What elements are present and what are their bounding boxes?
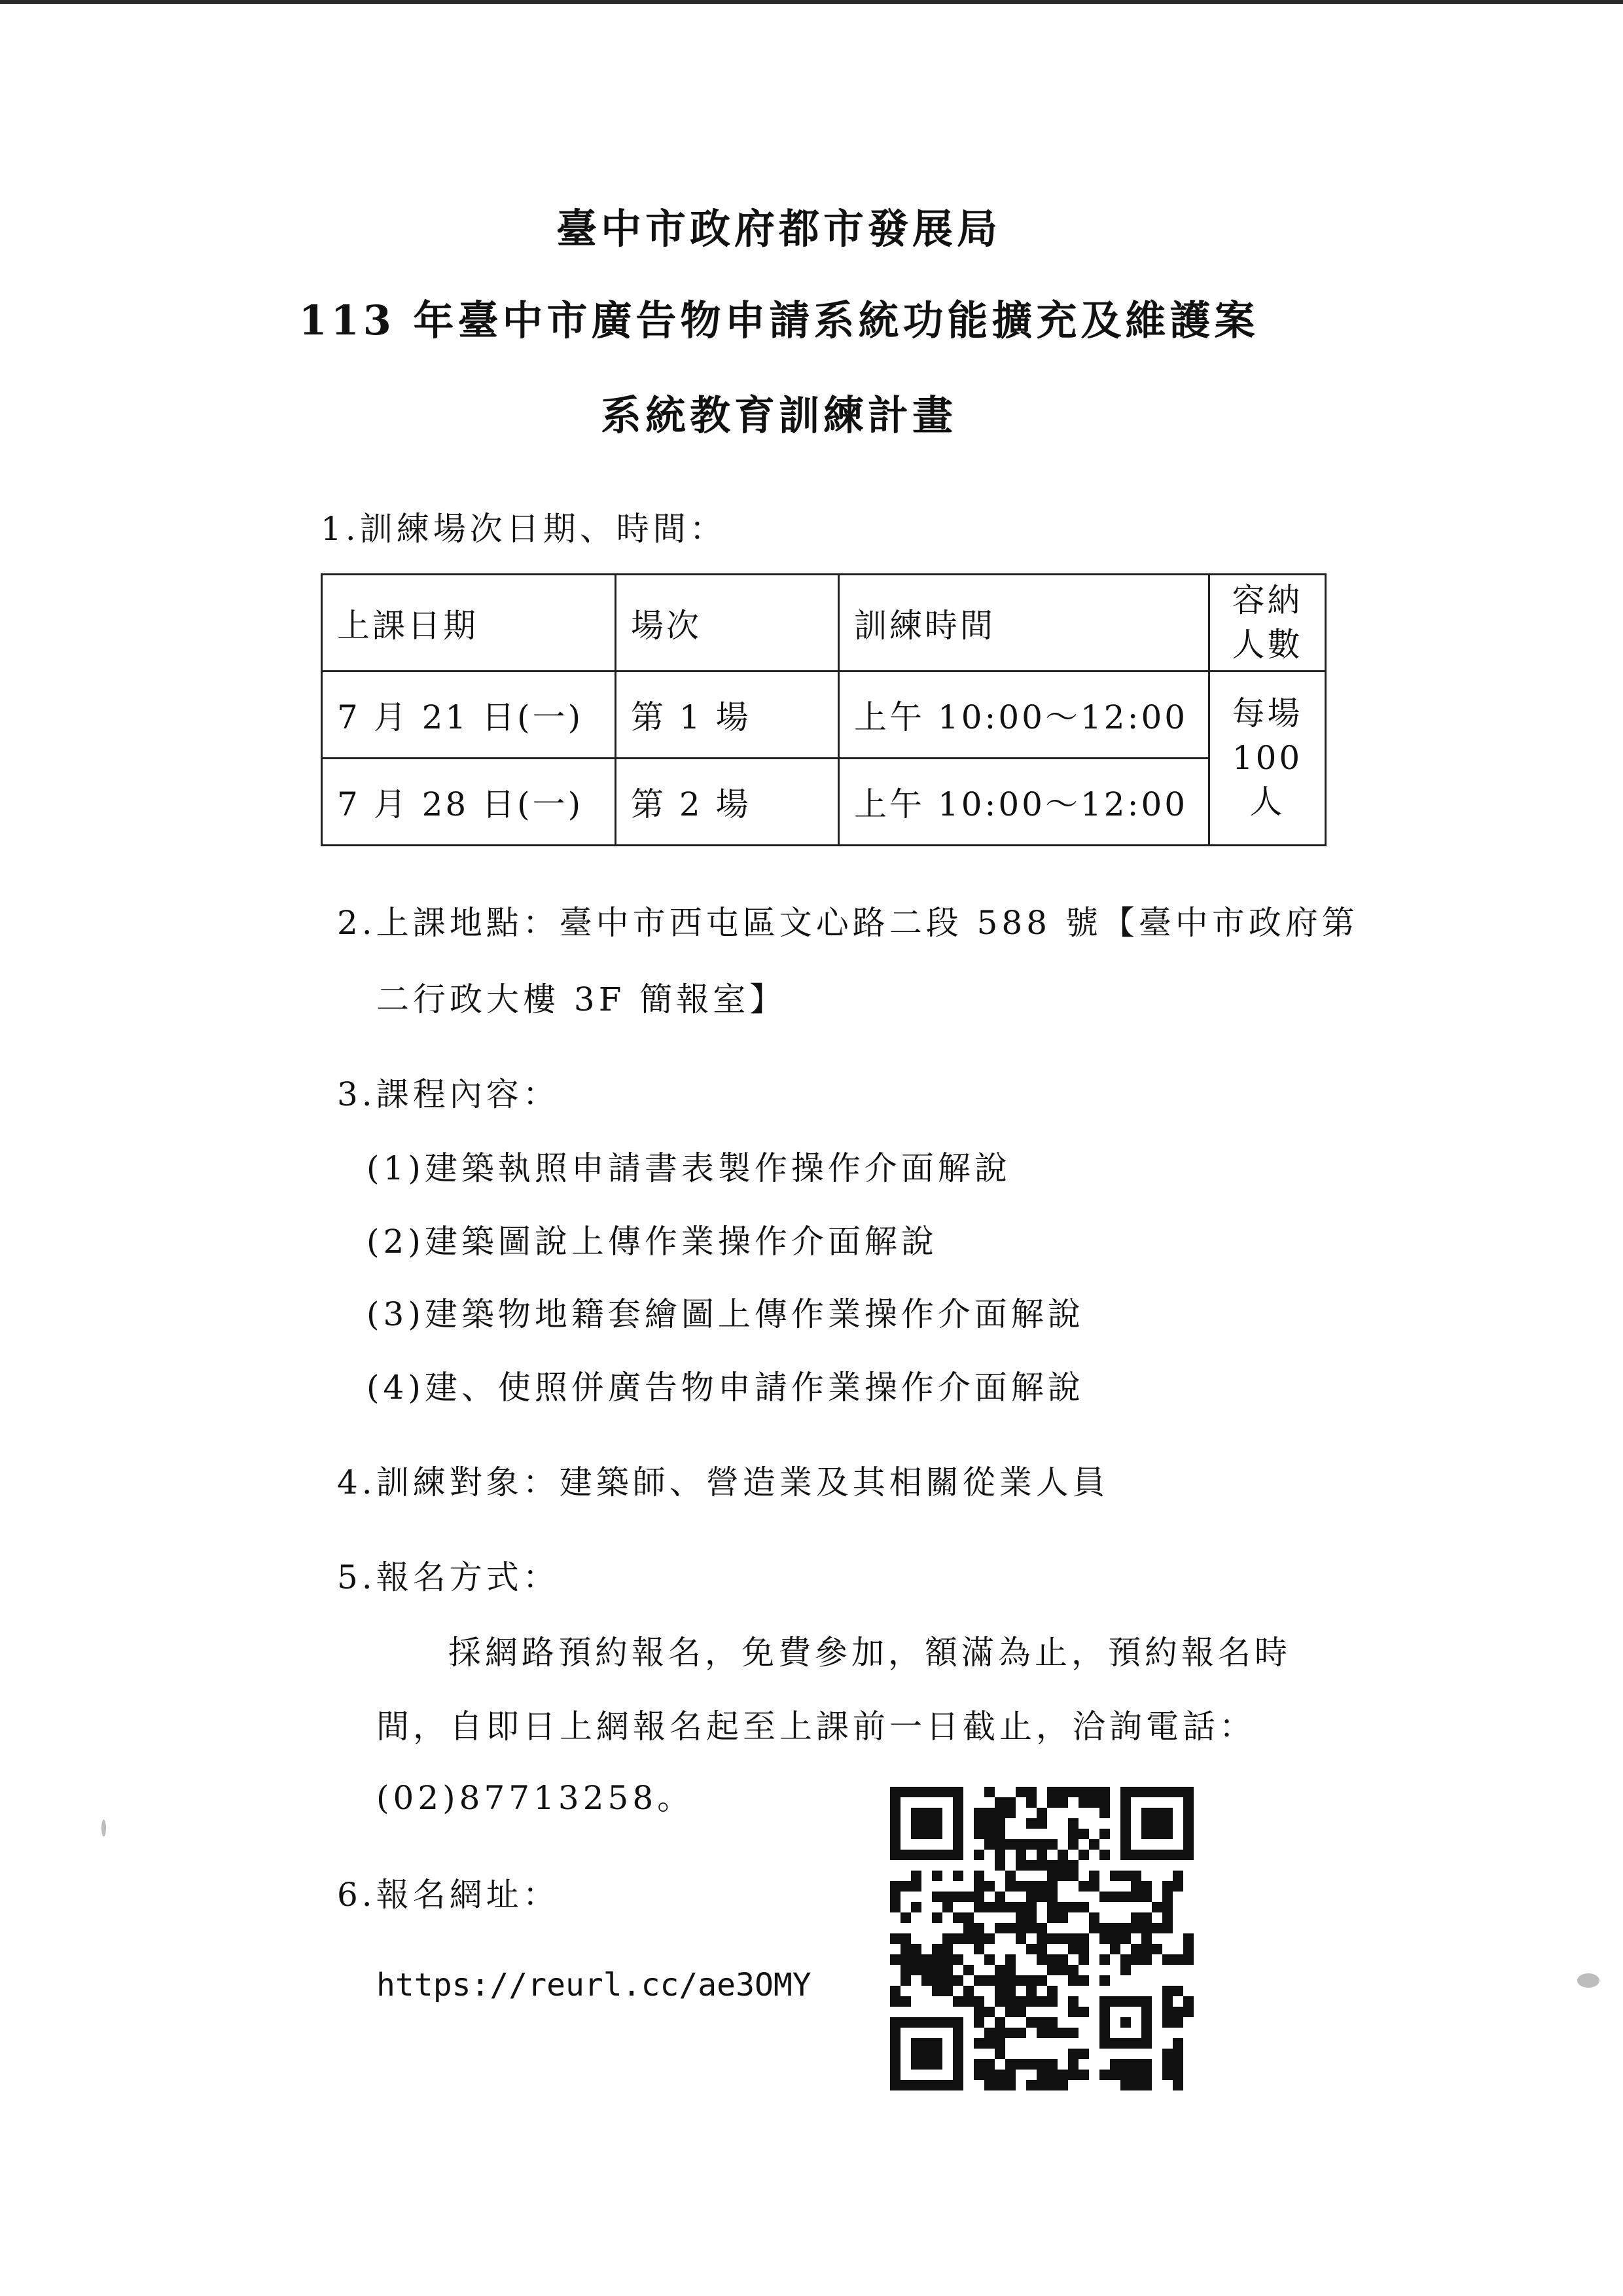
- doc-title-agency: 臺中市政府都市發展局: [556, 205, 1001, 253]
- cell-time: 上午 10:00～12:00: [839, 759, 1209, 846]
- table-header-row: [322, 575, 1326, 672]
- cell-session: 第 2 場: [616, 759, 839, 846]
- header-cell-capacity: [1209, 575, 1326, 672]
- course-item: (2)建築圖說上傳作業操作介面解說: [366, 1223, 938, 1261]
- contact-phone: (02)87713258。: [376, 1779, 694, 1817]
- cell-date: 7 月 21 日(一): [322, 672, 616, 759]
- capacity-line2: 100 人: [1232, 738, 1303, 821]
- location-line2: 二行政大樓 3F 簡報室】: [376, 980, 787, 1018]
- cell-date: 7 月 28 日(一): [322, 759, 616, 846]
- table-row: [322, 672, 1326, 759]
- registration-url[interactable]: https://reurl.cc/ae3OMY: [376, 1967, 812, 2003]
- section6-heading: 6.報名網址：: [337, 1876, 560, 1914]
- cell-session: 第 1 場: [616, 672, 839, 759]
- course-item: (3)建築物地籍套繪圖上傳作業操作介面解說: [366, 1295, 1084, 1333]
- scan-top-edge: [0, 0, 1623, 4]
- header-cell-session: 場次: [616, 575, 839, 672]
- capacity-line1: 每場: [1232, 694, 1303, 733]
- table-row: [322, 759, 1326, 846]
- cell-capacity: [1209, 672, 1326, 846]
- capacity-header-line2: 人數: [1232, 625, 1303, 664]
- registration-line1: 採網路預約報名，免費參加，額滿為止，預約報名時: [448, 1634, 1291, 1672]
- course-item: (4)建、使照併廣告物申請作業操作介面解說: [366, 1369, 1084, 1407]
- cell-time: 上午 10:00～12:00: [839, 672, 1209, 759]
- section5-heading: 5.報名方式：: [337, 1558, 560, 1596]
- capacity-header-line1: 容納: [1232, 581, 1303, 619]
- schedule-table: [321, 573, 1327, 846]
- scan-speck: [101, 1820, 106, 1837]
- registration-line2: 間，自即日上網報名起至上課前一日截止，洽詢電話：: [376, 1708, 1256, 1746]
- doc-title-plan: 系統教育訓練計畫: [600, 391, 957, 439]
- course-item: (1)建築執照申請書表製作操作介面解說: [366, 1149, 1011, 1187]
- header-cell-time: 訓練時間: [839, 575, 1209, 672]
- doc-title-project: 113 年臺中市廣告物申請系統功能擴充及維護案: [298, 296, 1259, 344]
- section3-heading: 3.課程內容：: [337, 1075, 560, 1113]
- header-cell-date: 上課日期: [322, 575, 616, 672]
- qr-code-icon[interactable]: [890, 1787, 1194, 2090]
- scan-speck: [1577, 1973, 1599, 1988]
- location-line1: 2.上課地點：臺中市西屯區文心路二段 588 號【臺中市政府第: [337, 904, 1359, 942]
- training-audience: 4.訓練對象：建築師、營造業及其相關從業人員: [337, 1463, 1109, 1501]
- section1-heading: 1.訓練場次日期、時間：: [321, 510, 726, 548]
